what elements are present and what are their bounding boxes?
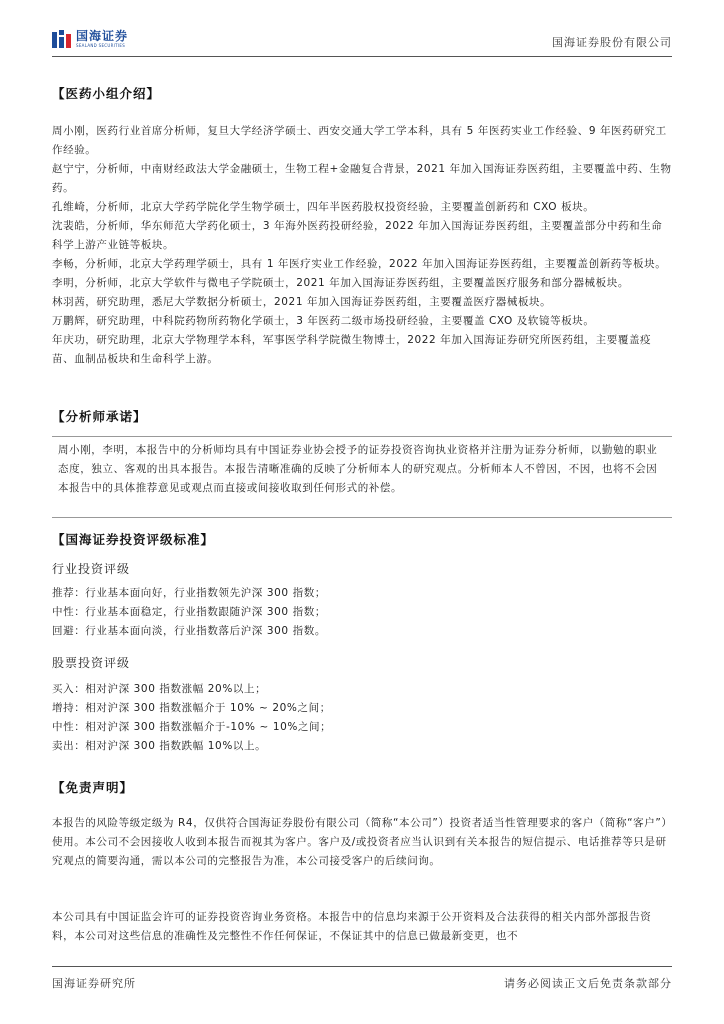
stock-rating-item: 增持：相对沪深 300 指数涨幅介于 10% ~ 20%之间； [52, 702, 331, 714]
commitment-section-title: 【分析师承诺】 [52, 409, 147, 424]
team-member: 李畅，分析师，北京大学药理学硕士，具有 1 年医疗实业工作经验，2022 年加入国海证券医药组，主要覆盖创新药等板块。 [52, 258, 667, 270]
logo-mark-icon [52, 30, 72, 50]
industry-rating-item: 中性：行业基本面稳定，行业指数跟随沪深 300 指数； [52, 606, 326, 618]
rating-section-title: 【国海证券投资评级标准】 [52, 532, 215, 547]
footer-institute: 国海证券研究所 [52, 977, 136, 990]
stock-rating-item: 卖出：相对沪深 300 指数跌幅 10%以上。 [52, 740, 267, 752]
logo-cn-text: 国海证券 [76, 29, 129, 43]
footer-notice: 请务必阅读正文后免责条款部分 [504, 977, 672, 990]
team-member-list [52, 122, 672, 369]
header-company-name: 国海证券股份有限公司 [552, 36, 672, 49]
stock-rating-list [52, 680, 331, 756]
team-member: 周小刚，医药行业首席分析师，复旦大学经济学硕士、西安交通大学工学本科，具有 5 年医药实业工作经验、9 年医药研究工作经验。 [52, 125, 667, 156]
team-member: 沈裴皓，分析师，华东师范大学药化硕士，3 年海外医药投研经验，2022 年加入国海证券医药组，主要覆盖部分中药和生命科学上游产业链等板块。 [52, 220, 663, 251]
industry-rating-list [52, 584, 326, 641]
commitment-text: 周小刚，李明，本报告中的分析师均具有中国证券业协会授予的证券投资咨询执业资格并注册为证券分析师，以勤勉的职业态度，独立、客观的出具本报告。本报告清晰准确的反映了分析师本人的研究观点。分析师本人不曾因，不因，也将不会因本报告中的具体推荐意见或观点而直接或间接收取到任何形式的补偿。 [58, 444, 658, 494]
industry-rating-item: 回避：行业基本面向淡，行业指数落后沪深 300 指数。 [52, 625, 326, 637]
team-member: 林羽茜，研究助理，悉尼大学数据分析硕士，2021 年加入国海证券医药组，主要覆盖医疗器械板块。 [52, 296, 552, 308]
page-header [52, 26, 672, 57]
stock-rating-item: 中性：相对沪深 300 指数涨幅介于-10% ~ 10%之间； [52, 721, 332, 733]
team-member: 万鹏辉，研究助理，中科院药物所药物化学硕士，3 年医药二级市场投研经验，主要覆盖 CXO 及软镜等板块。 [52, 315, 595, 327]
commitment-box [52, 436, 672, 518]
disclaimer-paragraph-2: 本公司具有中国证监会许可的证券投资咨询业务资格。本报告中的信息均来源于公开资料及合法获得的相关内部外部报告资料，本公司对这些信息的准确性及完整性不作任何保证，不保证其中的信息已做最新变更，也不 [52, 911, 652, 942]
disclaimer-section-title: 【免责声明】 [52, 780, 134, 795]
stock-rating-label: 股票投资评级 [52, 656, 131, 670]
stock-rating-item: 买入：相对沪深 300 指数涨幅 20%以上； [52, 683, 267, 695]
logo-en-text: SEALAND SECURITIES [76, 43, 126, 48]
team-section-title: 【医药小组介绍】 [52, 86, 161, 101]
company-logo [52, 30, 128, 52]
industry-rating-label: 行业投资评级 [52, 562, 131, 576]
team-member: 李明，分析师，北京大学软件与微电子学院硕士，2021 年加入国海证券医药组，主要覆盖医疗服务和部分器械板块。 [52, 277, 629, 289]
page-footer [52, 966, 672, 990]
industry-rating-item: 推荐：行业基本面向好，行业指数领先沪深 300 指数； [52, 587, 326, 599]
team-member: 孔维崎，分析师，北京大学药学院化学生物学硕士，四年半医药股权投资经验，主要覆盖创新药和 CXO 板块。 [52, 201, 595, 213]
disclaimer-paragraph-1: 本报告的风险等级定级为 R4，仅供符合国海证券股份有限公司（简称“本公司”）投资者适当性管理要求的客户（简称“客户”）使用。本公司不会因接收人收到本报告而视其为客户。客户及/或投资者应当认识到有关本报告的短信提示、电话推荐等只是研究观点的简要沟通，需以本公司的完整报告为准，本公司接受客户的后续问询。 [52, 817, 668, 867]
team-member: 赵宁宁，分析师，中南财经政法大学金融硕士，生物工程+金融复合背景，2021 年加入国海证券医药组，主要覆盖中药、生物药。 [52, 163, 672, 194]
team-member: 年庆功，研究助理，北京大学物理学本科，军事医学科学院微生物博士，2022 年加入国海证券研究所医药组，主要覆盖疫苗、血制品板块和生命科学上游。 [52, 334, 652, 365]
